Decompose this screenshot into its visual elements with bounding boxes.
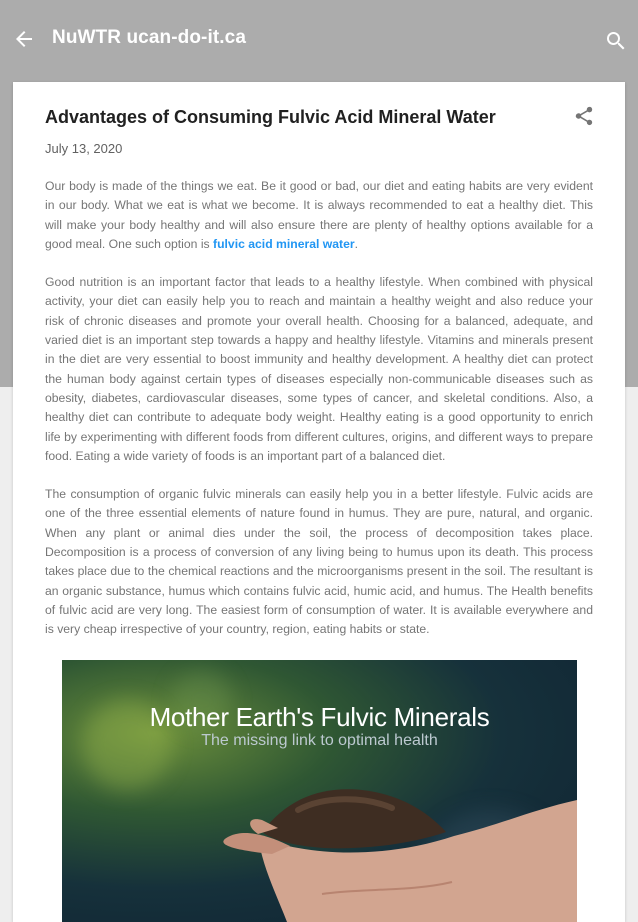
paragraph-2: Good nutrition is an important factor that leads to a healthy lifestyle. When combined with physical activity, your diet can easily help you to reach and maintain a healthy weight and also reduce your risk of chronic diseases and promote your overall health. Choosing for a balanced, adequate, and varied diet is an important step towards a happy and healthy lifestyle. Vitamins and minerals present in the diet are very essential to boost immunity and healthy development. A healthy diet can protect the human body against certain types of diseases especially non-communicable diseases such as obesity, diabetes, cardiovascular diseases, some types of cancer, and skeletal conditions. Also, a healthy diet can contribute to adequate body weight. Healthy eating is a good opportunity to enrich life by experimenting with different foods from different cultures, origins, and different ways to prepare food. Eating a wide variety of foods is an important part of a balanced diet. — [45, 275, 593, 463]
image-title: Mother Earth's Fulvic Minerals — [149, 702, 490, 732]
paragraph-1 — [45, 177, 593, 254]
search-icon[interactable] — [604, 29, 628, 53]
site-title[interactable]: NuWTR ucan-do-it.ca — [52, 27, 246, 48]
share-icon[interactable] — [573, 105, 595, 127]
hand-with-soil-illustration — [62, 660, 577, 922]
post-title: Advantages of Consuming Fulvic Acid Mineral Water — [45, 107, 496, 127]
paragraph-3: The consumption of organic fulvic minerals can easily help you in a better lifestyle. Fulvic acids are one of the three essential elements of nature found in humus. They are pure, natural, and organic. When any plant or animal dies under the soil, the process of decomposition takes place. Decomposition is a process of conversion of any living being to humus upon its death. This process takes place due to the chemical reactions and the microorganisms present in the soil. The resultant is an organic substance, humus which contains fulvic acid, humic acid, and humus. The Health benefits of fulvic acid are very long. The easiest form of consumption of water. It is available everywhere and is very cheap irrespective of your country, region, eating habits or state. — [45, 487, 593, 637]
post-date: July 13, 2020 — [45, 141, 123, 156]
post-image — [62, 660, 577, 922]
app-bar — [0, 0, 638, 80]
paragraph-1-text: Our body is made of the things we eat. Be it good or bad, our diet and eating habits are very evident in our body. What we eat is what we become. It is always recommended to eat a healthy diet. This will make your body healthy and will also ensure there are plenty of healthy options available for a good meal. One such option is — [45, 179, 593, 251]
post-card — [13, 82, 625, 922]
post-body — [45, 177, 593, 659]
image-subtitle: The missing link to optimal health — [201, 732, 438, 749]
arrow-back-icon[interactable] — [12, 27, 36, 51]
fulvic-acid-link[interactable]: fulvic acid mineral water — [213, 236, 355, 251]
paragraph-1-end: . — [354, 236, 358, 251]
